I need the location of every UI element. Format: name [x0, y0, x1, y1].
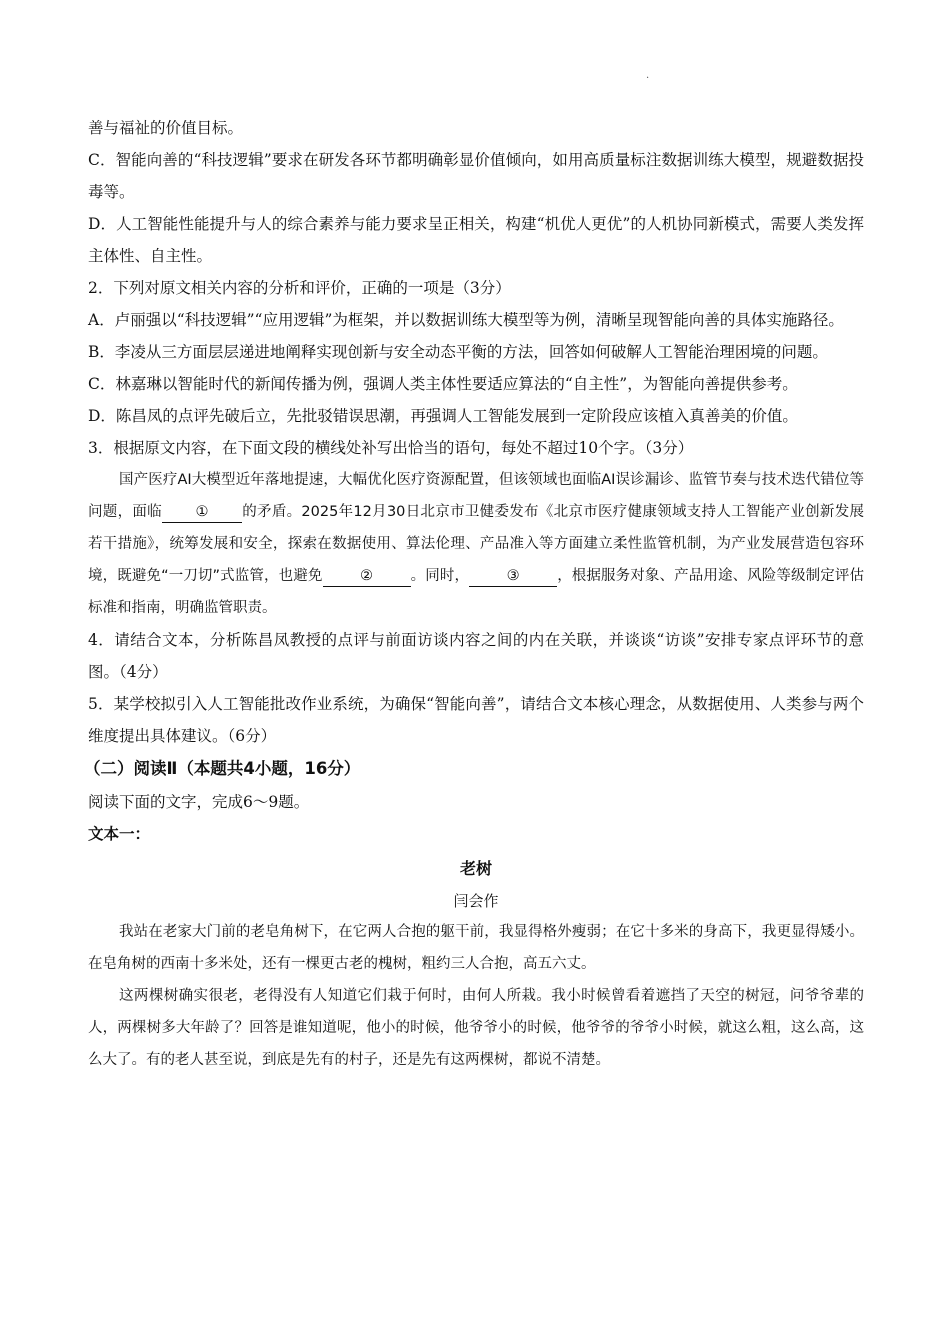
- q3-passage-part3: 。同时，: [410, 568, 470, 584]
- story-paragraph-2: 这两棵树确实很老，老得没有人知道它们栽于何时，由何人所栽。我小时候曾看着遮挡了天空的树冠，问爷爷辈的人，两棵树多大年龄了？回答是谁知道呢，他小的时候，他爷爷小的时候，他爷爷的爷爷小时候，就这么粗，这么高，这么大了。有的老人甚至说，到底是先有的村子，还是先有这两棵树，都说不清楚。: [88, 988, 864, 1068]
- q3-passage-part4: ，根据服务对象、产品用途、风险等级制定评估标准和指南，明确监管职责。: [88, 568, 865, 616]
- q3-stem: 3．根据原文内容，在下面文段的横线处补写出恰当的语句，每处不超过10个字。（3分）: [88, 439, 694, 457]
- q2-option-a: A．卢丽强以“科技逻辑”“应用逻辑”为框架，并以数据训练大模型等为例，清晰呈现智能向善的具体实施路径。: [88, 311, 844, 329]
- q2-option-d: D．陈昌凤的点评先破后立，先批驳错误思潮，再强调人工智能发展到一定阶段应该植入真善美的价值。: [88, 407, 798, 425]
- q1-option-d: D．人工智能性能提升与人的综合素养与能力要求呈正相关，构建“机优人更优”的人机协同新模式，需要人类发挥主体性、自主性。: [88, 215, 864, 265]
- header-dot: .: [646, 70, 650, 81]
- q3-passage-part2: 的矛盾。2025年12月30日北京市卫健委发布《北京市医疗健康领域支持人工智能产业创新发展若干措施》，统筹发展和安全，探索在数据使用、算法伦理、产品准入等方面建立柔性监管机制，为产业发展营造包容环境，既避免“一刀切”式监管，也避免: [88, 504, 864, 584]
- q1-option-c: C．智能向善的“科技逻辑”要求在研发各环节都明确彰显价值倾向，如用高质量标注数据训练大模型，规避数据投毒等。: [88, 151, 864, 201]
- q2-stem: 2．下列对原文相关内容的分析和评价，正确的一项是（3分）: [88, 279, 511, 297]
- q2-option-c: C．林嘉琳以智能时代的新闻传播为例，强调人类主体性要适应算法的“自主性”，为智能向善提供参考。: [88, 375, 798, 393]
- q4-stem: 4．请结合文本，分析陈昌凤教授的点评与前面访谈内容之间的内在关联，并谈谈“访谈”安排专家点评环节的意图。（4分）: [88, 631, 864, 681]
- story-author: 闫会作: [453, 892, 499, 910]
- q2-option-b: B．李凌从三方面层层递进地阐释实现创新与安全动态平衡的方法，回答如何破解人工智能治理困境的问题。: [88, 343, 828, 361]
- answer-blank-1[interactable]: ①: [162, 502, 242, 523]
- answer-blank-2[interactable]: ②: [323, 566, 411, 587]
- q3-passage: [88, 464, 864, 624]
- story-title: 老树: [459, 859, 492, 878]
- q5-stem: 5．某学校拟引入人工智能批改作业系统，为确保“智能向善”，请结合文本核心理念，从数据使用、人类参与两个维度提出具体建议。（6分）: [88, 695, 864, 745]
- section-heading: （二）阅读Ⅱ（本题共4小题，16分）: [84, 759, 361, 778]
- text-label: 文本一：: [88, 825, 151, 843]
- q3-passage-part1: 国产医疗AI大模型近年落地提速，大幅优化医疗资源配置，但该领域也面临AI误诊漏诊、监管节奏与技术迭代错位等问题，面临: [88, 472, 864, 520]
- answer-blank-3[interactable]: ③: [469, 566, 557, 587]
- section-instruction: 阅读下面的文字，完成6～9题。: [88, 793, 310, 811]
- story-paragraph-1: 我站在老家大门前的老皂角树下，在它两人合抱的躯干前，我显得格外瘦弱；在它十多米的身高下，我更显得矮小。在皂角树的西南十多米处，还有一棵更古老的槐树，粗约三人合抱，高五六丈。: [88, 924, 864, 972]
- q1-option-b-continued: 善与福祉的价值目标。: [88, 119, 244, 137]
- page-content: [84, 112, 865, 1076]
